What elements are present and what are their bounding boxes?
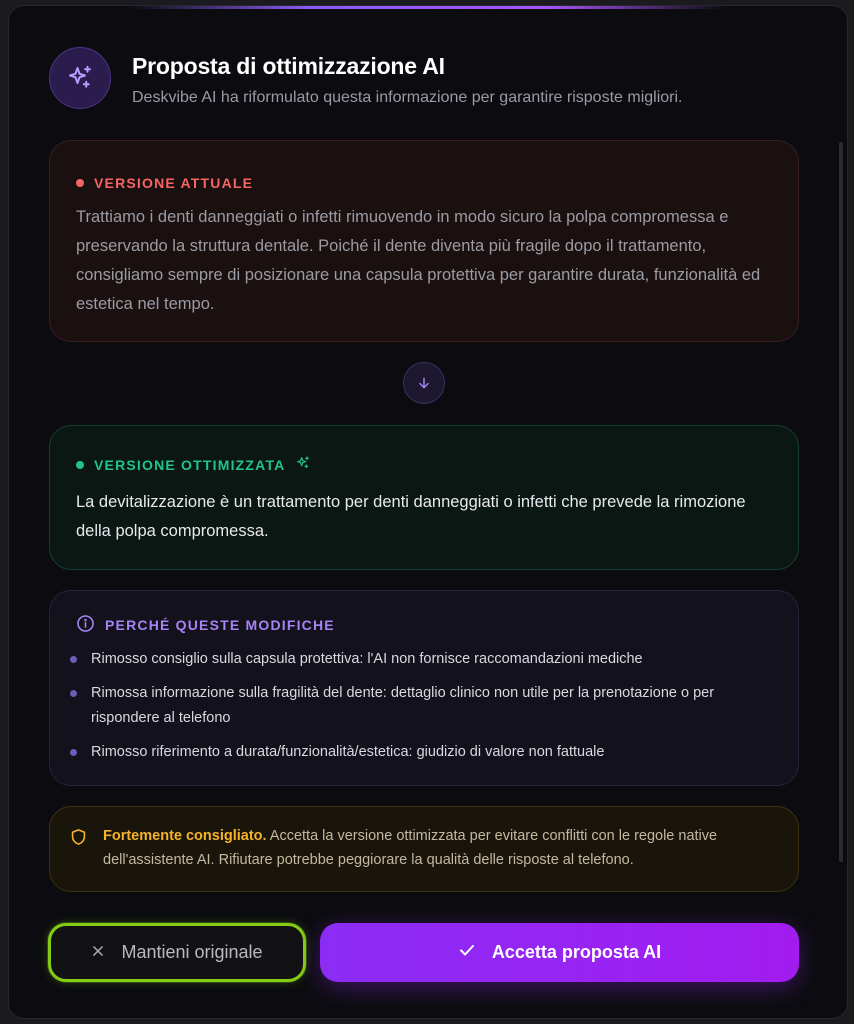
reasons-list	[70, 647, 778, 774]
recommendation-text	[103, 824, 772, 872]
arrow-down-icon	[403, 362, 445, 404]
keep-original-label: Mantieni originale	[121, 942, 263, 962]
accept-ai-proposal-button[interactable]	[320, 923, 799, 982]
green-dot-icon	[76, 461, 84, 469]
reasons-label: PERCHÉ QUESTE MODIFICHE	[105, 617, 335, 633]
list-item: Rimosso riferimento a durata/funzionalità/estetica: giudizio di valore non fattuale	[70, 740, 778, 765]
modal-title: Proposta di ottimizzazione AI	[132, 53, 445, 79]
recommendation-strong: Fortemente consigliato.	[103, 828, 267, 844]
optimized-version-label: VERSIONE OTTIMIZZATA	[94, 456, 286, 473]
optimized-version-text: La devitalizzazione è un trattamento per denti danneggiati o infetti che prevede la rimozione della polpa compromessa.	[76, 493, 746, 540]
keep-original-button[interactable]	[48, 923, 306, 982]
recommendation-body: Accetta la versione ottimizzata per evitare conflitti con le regole native dell'assistente AI. Rifiutare potrebbe peggiorare la qualità delle risposte al telefono.	[103, 828, 718, 868]
reasons-card	[49, 590, 799, 786]
recommendation-callout	[49, 806, 799, 892]
accept-ai-proposal-label: Accetta proposta AI	[491, 942, 662, 962]
modal-subtitle: Deskvibe AI ha riformulato questa informazione per garantire risposte migliori.	[132, 89, 683, 106]
current-version-text: Trattiamo i denti danneggiati o infetti rimuovendo in modo sicuro la polpa compromessa e preservando la struttura dentale. Poiché il dente diventa più fragile dopo il trattamento, consigliamo sempre di posizionare una capsula protettiva per garantire durata, funzionalità ed estetica nel tempo.	[76, 208, 761, 313]
top-accent-bar	[129, 6, 727, 9]
optimization-modal	[8, 5, 848, 1019]
check-icon	[458, 941, 476, 964]
close-icon	[91, 942, 105, 963]
current-version-header	[76, 175, 253, 191]
sparkles-icon	[49, 47, 111, 109]
list-item: Rimosso consiglio sulla capsula protettiva: l'AI non fornisce raccomandazioni mediche	[70, 647, 778, 672]
current-version-card	[49, 140, 799, 342]
reasons-header	[76, 614, 335, 636]
current-version-label: VERSIONE ATTUALE	[94, 175, 254, 191]
shield-icon	[69, 827, 88, 852]
red-dot-icon	[76, 179, 84, 187]
optimized-version-header	[76, 455, 311, 474]
info-icon	[76, 614, 95, 636]
small-sparkles-icon	[295, 455, 311, 474]
optimized-version-card	[49, 425, 799, 570]
scrollbar[interactable]	[839, 142, 843, 862]
list-item: Rimossa informazione sulla fragilità del dente: dettaglio clinico non utile per la prenotazione o per rispondere al telefono	[70, 681, 778, 731]
